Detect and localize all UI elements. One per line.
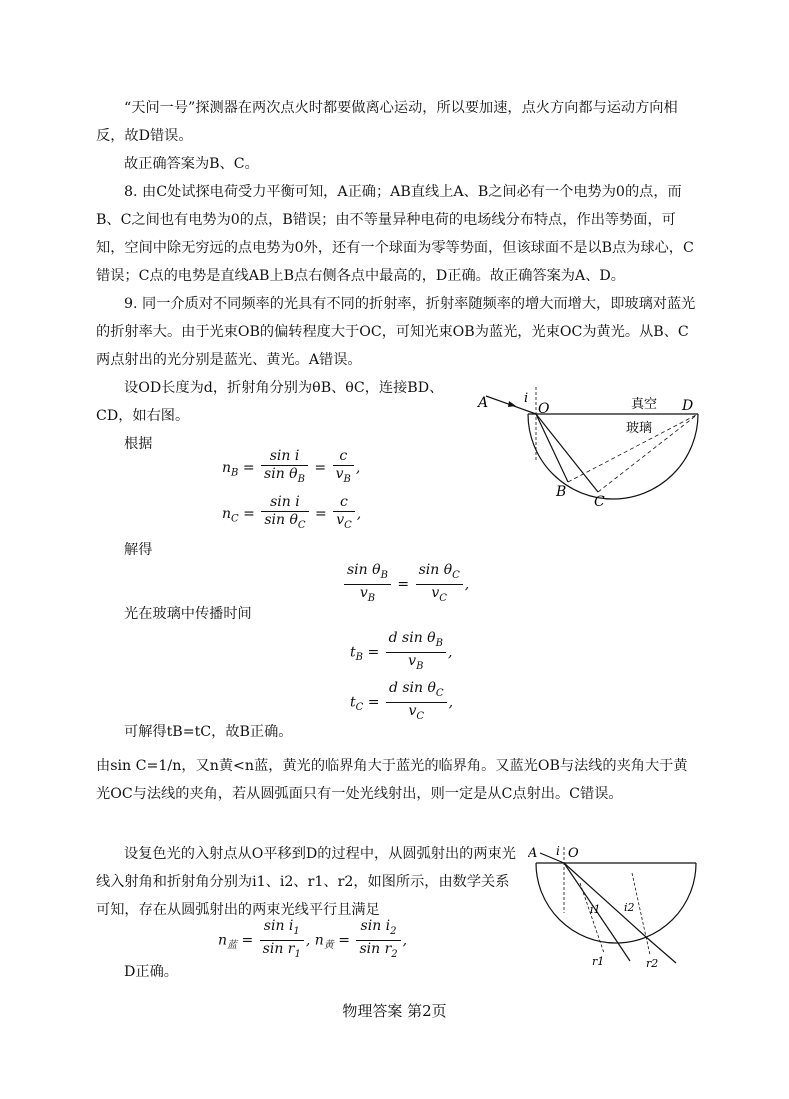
- equation-tC: $t_C$ = $\frac{d \sin \theta_C}{v_C}$ ,: [350, 680, 454, 722]
- label-O-2: O: [568, 846, 579, 861]
- paragraph-time: 光在玻璃中传播时间: [124, 606, 252, 622]
- paragraph-2: 故正确答案为B、C。: [124, 156, 259, 172]
- paragraph-result-B: 可解得tB=tC，故B正确。: [124, 724, 293, 740]
- figure-parallel-rays: [528, 843, 698, 973]
- paragraph-solve: 解得: [124, 542, 153, 558]
- label-i-2: i: [556, 844, 560, 858]
- ray-2: [564, 863, 646, 937]
- paragraph-critical-angle: 由sin C=1/n，又n黄<n蓝，黄光的临界角大于蓝光的临界角。又蓝光OB与法线的夹角大于黄光OC与法线的夹角，若从圆弧面只有一处光线射出，则一定是从C点射出。C错误。: [96, 758, 688, 802]
- paragraph-D-correct: D正确。: [124, 964, 178, 980]
- label-C: C: [594, 494, 605, 510]
- normal-2: [632, 873, 650, 955]
- equation-nC: $n_C$ = $\frac{\text{sin i}}{\sin \theta_C}$ = $\frac{c}{v_C}$ ,: [222, 494, 362, 531]
- label-B: B: [556, 484, 567, 500]
- label-i1: i1: [590, 903, 601, 916]
- exit-ray-1: [618, 943, 630, 961]
- equation-n-blue-yellow: $n_蓝$ = $\frac{\sin i_1}{\sin r_1}$ , $n_黄$ = $\frac{\sin i_2}{\sin r_2}$ ,: [218, 918, 408, 960]
- incident-arrow: [508, 401, 516, 407]
- label-vacuum: 真空: [631, 397, 658, 412]
- page-footer: 物理答案 第2页: [342, 1002, 447, 1020]
- paragraph-1: “天问一号”探测器在两次点火时都要做离心运动，所以要加速，点火方向都与运动方向相反，故D错误。: [96, 100, 678, 144]
- label-D: D: [682, 398, 694, 414]
- label-A: A: [478, 395, 489, 411]
- label-A-2: A: [528, 846, 538, 861]
- incident-ray-2: [540, 853, 564, 863]
- equation-nB: $n_B$ = $\frac{\text{sin i}}{\sin \theta_B}$ = $\frac{c}{v_B}$ ,: [222, 448, 361, 485]
- label-r1: r1: [592, 955, 605, 968]
- equation-tB: $t_B$ = $\frac{d \sin \theta_B}{v_B}$ ,: [350, 630, 453, 672]
- label-i2: i2: [624, 901, 635, 914]
- paragraph-shift: 设复色光的入射点从O平移到D的过程中，从圆弧射出的两束光线入射角和折射角分别为i1、i2、r1、r2，如图所示，由数学关系可知，存在从圆弧射出的两束光线平行且满足: [96, 846, 516, 918]
- normal-1: [580, 883, 604, 953]
- label-r2: r2: [646, 957, 659, 970]
- figure-refraction-semicircle: [476, 382, 706, 512]
- paragraph-q8: 8. 由C处试探电荷受力平衡可知，A正确；AB直线上A、B之间必有一个电势为0的点，而B、C之间也有电势为0的点，B错误；由不等量异种电荷的电场线分布特点，作出等势面，可知，空间中除无穷远的点电势为0外，还有一个球面为零等势面，但该球面不是以B点为球心，C错误；C点的电势是直线AB上B点右侧各点中最高的，D正确。故正确答案为A、D。: [96, 184, 694, 284]
- semicircle-arc-2: [536, 863, 696, 943]
- paragraph-setup: 设OD长度为d，折射角分别为θB、θC，连接BD、CD，如右图。: [96, 380, 444, 424]
- label-i: i: [524, 391, 529, 406]
- paragraph-according: 根据: [124, 436, 153, 452]
- semicircle-arc: [528, 414, 698, 499]
- label-glass: 玻璃: [626, 421, 653, 436]
- label-O: O: [538, 401, 550, 417]
- paragraph-q9: 9. 同一介质对不同频率的光具有不同的折射率，折射率随频率的增大而增大，即玻璃对蓝光的折射率大。由于光束OB的偏转程度大于OC，可知光束OB为蓝光，光束OC为黄光。从B、C两点射出的光分别是蓝光、黄光。A错误。: [96, 296, 696, 368]
- equation-ratio: $\frac{\sin \theta_B}{v_B}$ = $\frac{\sin \theta_C}{v_C}$ ,: [342, 562, 469, 607]
